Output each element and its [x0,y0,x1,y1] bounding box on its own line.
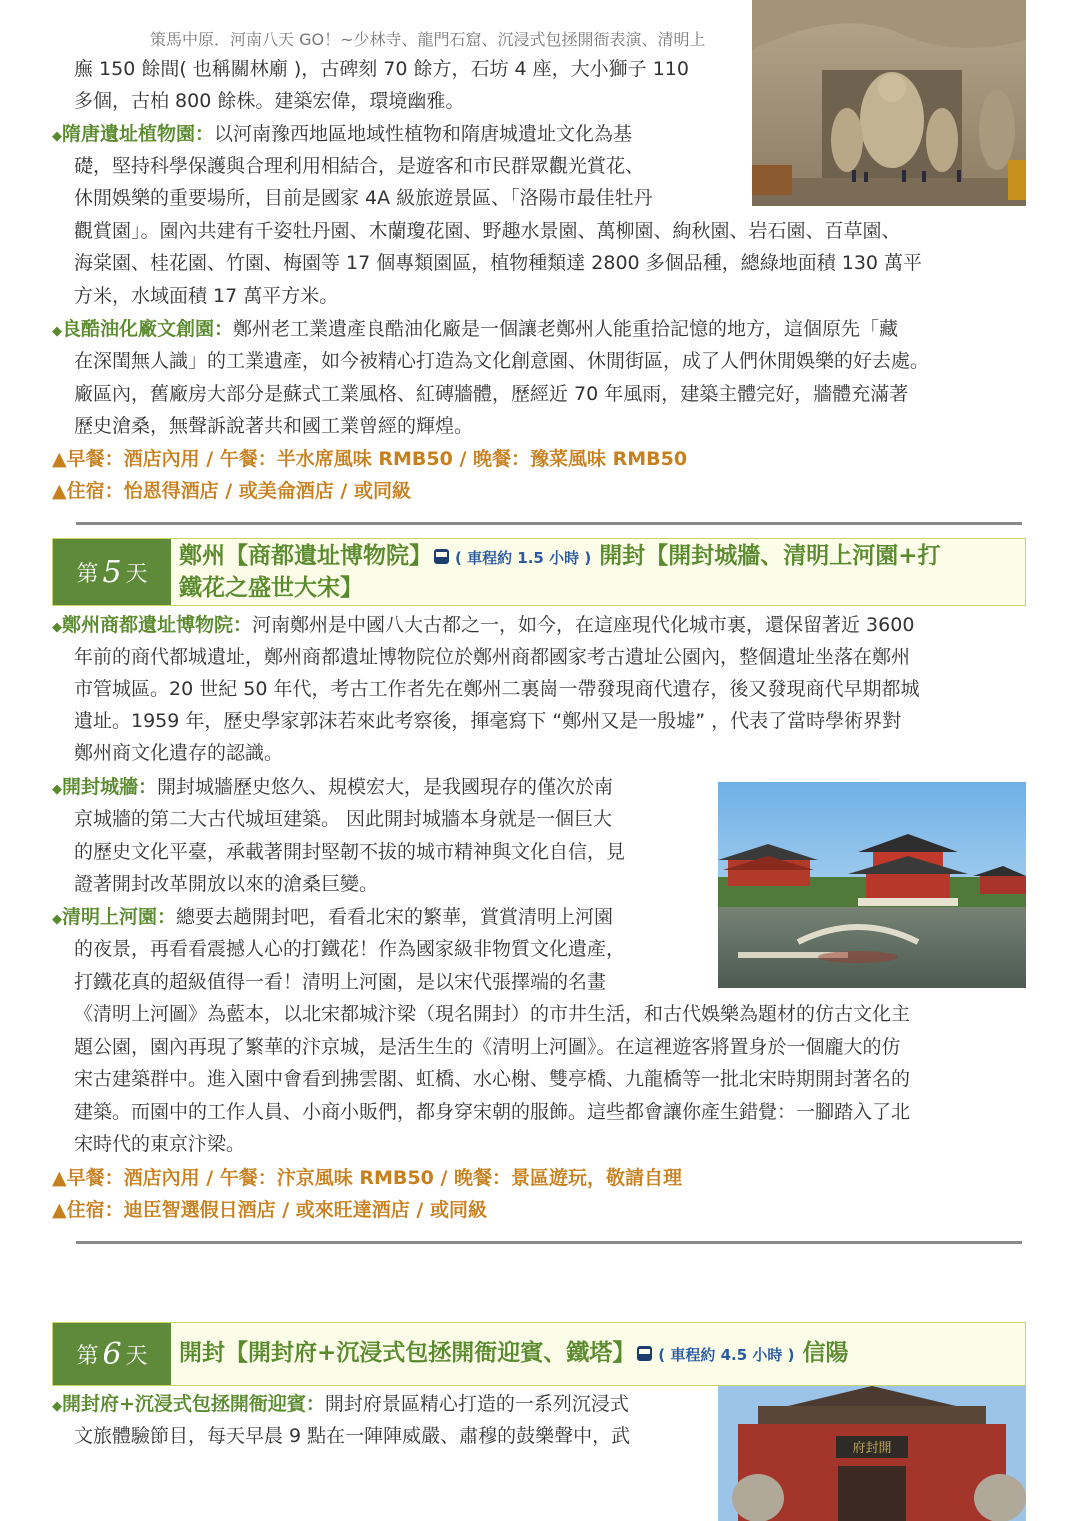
day-title-continued: 鐵花之盛世大宋】 [179,575,363,601]
item-heading: 開封城牆： [62,776,158,798]
list-item: ◆鄭州商都遺址博物院：河南鄭州是中國八大古都之一，如今，在這座現代化城市裏，還保留著近 3600 [52,614,915,636]
item-heading: 清明上河園： [62,906,177,928]
day-badge: 第 6 天 [53,1323,171,1385]
longmen-grottoes-photo [752,0,1026,206]
diamond-bullet-icon: ◆ [52,782,62,797]
section-divider [76,1241,1022,1244]
diamond-bullet-icon: ◆ [52,912,62,927]
item-line: 遺址。1959 年，歷史學家郭沫若來此考察後，揮毫寫下 “鄭州又是一殷墟” ，代表了當時學術界對 [74,710,902,732]
item-line: 的歷史文化平臺，承載著開封堅韌不拔的城市精神與文化自信，見 [74,841,626,863]
meals-info: ▲早餐：酒店內用 / 午餐：汴京風味 RMB50 / 晚餐：景區遊玩，敬請自理 [52,1167,683,1189]
diamond-bullet-icon: ◆ [52,620,62,635]
kaifeng-fu-photo [718,1386,1026,1521]
item-line: 市管城區。20 世紀 50 年代，考古工作者先在鄭州二裏崗一帶發現商代遺存，後又發現商代早期都城 [74,678,920,700]
item-line: 題公園，園內再現了繁華的汴京城，是活生生的《清明上河圖》。在這裡遊客將置身於一個龐大的仿 [74,1036,901,1058]
diamond-bullet-icon: ◆ [52,324,62,339]
item-line: 年前的商代都城遺址，鄭州商都遺址博物院位於鄭州商都國家考古遺址公園內，整個遺址坐落在鄭州 [74,646,911,668]
item-line: 方米，水域面積 17 萬平方米。 [74,285,339,307]
day-header [52,538,1026,606]
diamond-bullet-icon: ◆ [52,1399,62,1414]
section-divider [76,522,1022,525]
item-line: 歷史滄桑，無聲訴說著共和國工業曾經的輝煌。 [74,415,474,437]
list-item: ◆良酷油化廠文創園：鄭州老工業遺產良酷油化廠是一個讓老鄭州人能重拾記憶的地方，這個原先「藏 [52,318,899,340]
meals-info: ▲早餐：酒店內用 / 午餐：半水席風味 RMB50 / 晚餐：豫菜風味 RMB50 [52,448,688,470]
item-line: 觀賞園」。園內共建有千姿牡丹園、木蘭瓊花園、野趣水景園、萬柳園、絢秋園、岩石園、百草園、 [74,220,901,242]
bus-icon [637,1346,652,1361]
item-line: 廠區內，舊廠房大部分是蘇式工業風格、紅磚牆體，歷經近 70 年風雨，建築主體完好，牆體充滿著 [74,383,909,405]
item-line: 證著開封改革開放以來的滄桑巨變。 [74,873,379,895]
day-title: 鄭州【商都遺址博物院】 ( 車程約 1.5 小時 ) 開封【開封城牆、清明上河園+打 [179,543,941,569]
page-header: 策馬中原．河南八天 GO！~少林寺、龍門石窟、沉浸式包拯開衙表演、清明上 [150,30,706,49]
item-line: 在深閨無人識」的工業遺產，如今被精心打造為文化創意園、休閒街區，成了人們休閒娛樂的好去處。 [74,350,930,372]
list-item: ◆隋唐遺址植物園：以河南豫西地區地域性植物和隋唐城遺址文化為基 [52,123,633,145]
gate-sign: 府封開 [852,1441,892,1456]
hotel-info: ▲住宿：怡恩得酒店 / 或美侖酒店 / 或同級 [52,480,411,502]
bus-icon [434,549,449,564]
item-line: 宋時代的東京汴梁。 [74,1133,246,1155]
day-title: 開封【開封府+沉浸式包拯開衙迎賓、鐵塔】 ( 車程約 4.5 小時 ) 信陽 [179,1340,849,1366]
diamond-bullet-icon: ◆ [52,129,62,144]
item-line: 文旅體驗節目，每天早晨 9 點在一陣陣威嚴、肅穆的鼓樂聲中，武 [74,1425,631,1447]
day-header [52,1322,1026,1386]
hotel-info: ▲住宿：迪臣智選假日酒店 / 或來旺達酒店 / 或同級 [52,1199,487,1221]
item-heading: 開封府+沉浸式包拯開衙迎賓： [62,1393,325,1415]
item-line: 鄭州商文化遺存的認識。 [74,742,284,764]
list-item: ◆開封城牆：開封城牆歷史悠久、規模宏大，是我國現存的僅次於南 [52,776,614,798]
item-line: 礎，堅持科學保護與合理利用相結合，是遊客和市民群眾觀光賞花、 [74,155,645,177]
item-heading: 鄭州商都遺址博物院： [62,614,253,636]
item-line: 休閒娛樂的重要場所，目前是國家 4A 級旅遊景區、「洛陽市最佳牡丹 [74,187,653,209]
item-line: 的夜景，再看看震撼人心的打鐵花！作為國家級非物質文化遺產， [74,938,626,960]
list-item: ◆開封府+沉浸式包拯開衙迎賓：開封府景區精心打造的一系列沉浸式 [52,1393,629,1415]
item-line: 建築。而園中的工作人員、小商小販們，都身穿宋朝的服飾。這些都會讓你產生錯覺：一腳踏入了北 [74,1101,911,1123]
day-badge: 第 5 天 [53,539,171,605]
item-line: 《清明上河圖》為藍本，以北宋都城汴梁（現名開封）的市井生活，和古代娛樂為題材的仿古文化主 [74,1003,911,1025]
intro-line: 多個，古柏 800 餘株。建築宏偉，環境幽雅。 [74,90,465,112]
intro-line: 廡 150 餘間( 也稱關林廟 )，古碑刻 70 餘方，石坊 4 座，大小獅子 110 [74,58,689,80]
drive-time: ( 車程約 4.5 小時 ) [658,1346,795,1364]
list-item: ◆清明上河園：總要去趟開封吧，看看北宋的繁華，賞賞清明上河園 [52,906,614,928]
item-line: 打鐵花真的超級值得一看！清明上河園，是以宋代張擇端的名畫 [74,971,607,993]
item-line: 宋古建築群中。進入園中會看到拂雲閣、虹橋、水心榭、雙亭橋、九龍橋等一批北宋時期開封著名的 [74,1068,911,1090]
item-heading: 良酷油化廠文創園： [62,318,234,340]
item-line: 京城牆的第二大古代城垣建築。 因此開封城牆本身就是一個巨大 [74,808,613,830]
drive-time: ( 車程約 1.5 小時 ) [455,549,592,567]
item-heading: 隋唐遺址植物園： [62,123,215,145]
item-line: 海棠園、桂花園、竹園、梅園等 17 個專類園區，植物種類達 2800 多個品種，總綠地面積 130 萬平 [74,252,923,274]
qingming-garden-photo [718,782,1026,988]
